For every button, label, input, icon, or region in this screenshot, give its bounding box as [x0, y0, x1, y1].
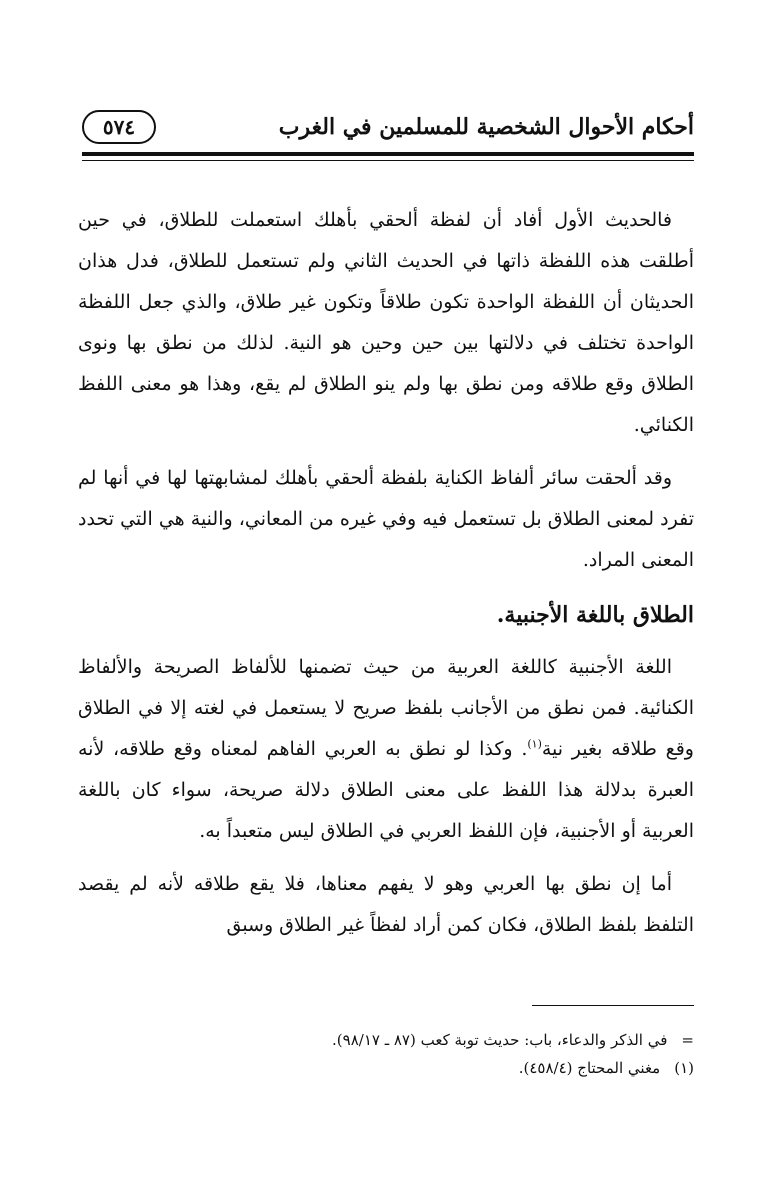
footnote-line [82, 1054, 694, 1082]
footnotes [82, 1026, 694, 1082]
header-rule-thick [82, 152, 694, 156]
paragraph: أما إن نطق بها العربي وهو لا يفهم معناها، فلا يقع طلاقه لأنه لم يقصد التلفظ بلفظ الطلاق، فكان كمن أراد لفظاً غير الطلاق وسبق [78, 873, 694, 936]
page-number-badge: ٥٧٤ [82, 110, 156, 144]
paragraph-text: . وكذا لو نطق به العربي الفاهم لمعناه وقع طلاقه، لأنه العبرة بدلالة هذا اللفظ على معنى الطلاق دلالة صريحة، سواء كان باللغة العربية أو الأجنبية، فإن اللفظ العربي في الطلاق ليس متعبداً به. [78, 738, 694, 842]
paragraph: فالحديث الأول أفاد أن لفظة ألحقي بأهلك استعملت للطلاق، في حين أطلقت هذه اللفظة ذاتها في الحديث الثاني ولم تستعمل للطلاق، فدل هذان الحديثان أن اللفظة الواحدة تكون طلاقاً وتكون غير طلاق، والذي جعل اللفظة الواحدة تختلف في دلالتها بين حين وحين هو النية. لذلك من نطق بها ونوى الطلاق وقع طلاقه ومن نطق بها ولم ينو الطلاق لم يقع، وهذا هو معنى اللفظ الكنائي. [78, 209, 694, 436]
paragraph: وقد ألحقت سائر ألفاظ الكناية بلفظة ألحقي بأهلك لمشابهتها لها في أنها لم تفرد لمعنى الطلاق بل تستعمل فيه وفي غيره من المعاني، والنية هي التي تحدد المعنى المراد. [78, 467, 694, 571]
paragraph-text: اللغة الأجنبية كاللغة العربية من حيث تضمنها للألفاظ الصريحة والألفاظ الكنائية. فمن نطق من الأجانب بلفظ صريح لا يستعمل في لغته إلا في الطلاق وقع طلاقه بغير نية [78, 656, 694, 760]
book-title: أحكام الأحوال الشخصية للمسلمين في الغرب [278, 114, 694, 140]
page-body [78, 200, 694, 958]
section-heading: الطلاق باللغة الأجنبية. [496, 602, 694, 628]
footnote-mark: = [681, 1031, 694, 1049]
footnote-text: مغني المحتاج (٤٥٨/٤). [518, 1059, 661, 1077]
footnote-reference[interactable]: (١) [527, 737, 542, 751]
footnote-line [82, 1026, 694, 1054]
footnote-mark: (١) [674, 1059, 694, 1077]
footnote-separator [532, 1005, 694, 1006]
header-rule-thin [82, 160, 694, 161]
footnote-text: في الذكر والدعاء، باب: حديث توبة كعب (٨٧ ـ ٩٨/١٧). [332, 1031, 668, 1049]
paragraph [78, 647, 694, 852]
running-header [82, 110, 694, 154]
